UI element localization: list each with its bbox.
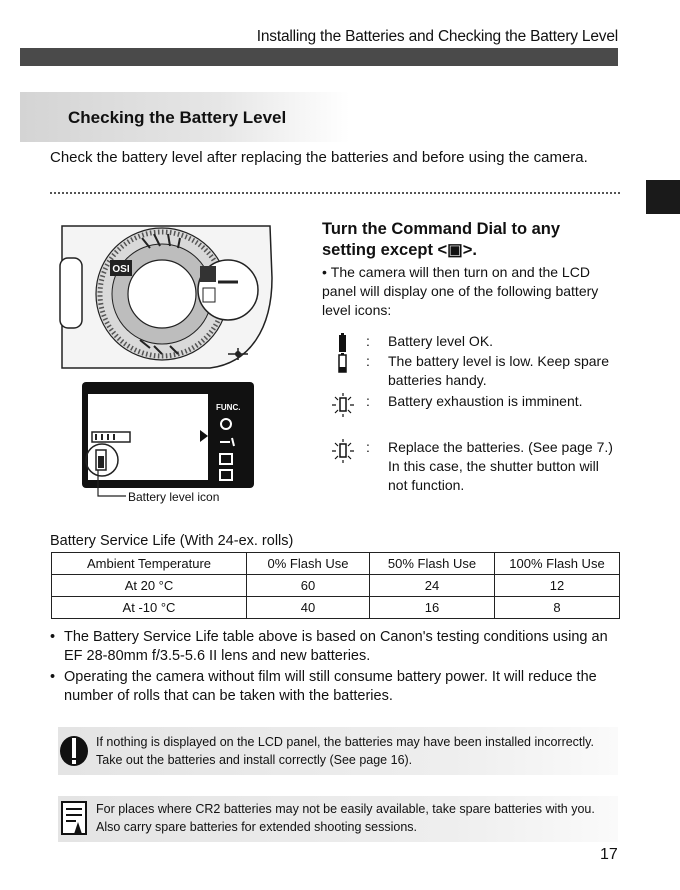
dial-mode-label: OSI	[112, 264, 130, 275]
step-bullet-text: The camera will then turn on and the LCD panel will display one of the following battery level icons:	[322, 264, 599, 318]
memo-text: For places where CR2 batteries may not be easily available, take spare batteries with you. Also carry spare batteries for extended shooting sessions.	[96, 802, 595, 834]
battery-level-row-4	[330, 438, 630, 498]
bullet-dot: •	[322, 264, 331, 280]
battery-level-desc: Battery exhaustion is imminent.	[388, 393, 583, 409]
service-life-table	[51, 552, 620, 619]
step-bullet	[322, 263, 622, 320]
table-header-cell: Ambient Temperature	[52, 553, 247, 575]
table-cell: 40	[247, 597, 370, 619]
table-row	[52, 597, 620, 619]
icon-colon: :	[366, 439, 370, 455]
icon-colon: :	[366, 353, 370, 369]
command-dial-illustration	[50, 218, 280, 376]
table-row	[52, 575, 620, 597]
step-title	[322, 219, 622, 261]
table-cell: At -10 °C	[52, 597, 247, 619]
caution-icon	[58, 734, 90, 768]
page-number: 17	[600, 846, 618, 863]
header-bar	[20, 48, 618, 66]
battery-blinking-icon	[330, 392, 356, 418]
table-cell: 60	[247, 575, 370, 597]
dotted-divider	[50, 192, 620, 194]
step-title-line1: Turn the Command Dial to any	[322, 220, 561, 238]
warning-text: If nothing is displayed on the LCD panel, the batteries may have been installed incorrectly. Take out the batteries and install correctly (See page 16).	[96, 735, 594, 767]
memo-icon	[60, 800, 88, 836]
table-cell: 8	[495, 597, 620, 619]
table-cell: 12	[495, 575, 620, 597]
intro-text: Check the battery level after replacing the batteries and before using the camera.	[50, 149, 588, 166]
battery-level-row-1	[330, 332, 630, 354]
chapter-tab	[646, 180, 680, 214]
table-header-cell: 50% Flash Use	[370, 553, 495, 575]
note-item: • Operating the camera without film will still consume battery power. It will reduce the number of rolls that can be taken with the batteries.	[50, 668, 625, 706]
table-cell: 24	[370, 575, 495, 597]
section-title: Checking the Battery Level	[68, 108, 287, 127]
table-cell: 16	[370, 597, 495, 619]
table-header-row	[52, 553, 620, 575]
service-life-title: Battery Service Life (With 24-ex. rolls)	[50, 533, 294, 549]
table-cell: At 20 °C	[52, 575, 247, 597]
note-item: • The Battery Service Life table above is based on Canon's testing conditions using an EF 28-80mm f/3.5-5.6 II lens and new batteries.	[50, 628, 625, 666]
battery-level-row-3	[330, 392, 630, 432]
page-header-title: Installing the Batteries and Checking the Battery Level	[256, 28, 618, 45]
battery-level-desc: The battery level is low. Keep spare batteries handy.	[388, 353, 610, 388]
table-header-cell: 100% Flash Use	[495, 553, 620, 575]
battery-blinking-icon	[330, 438, 356, 464]
lcd-func-label: FUNC.	[216, 403, 241, 412]
battery-level-desc: Battery level OK.	[388, 333, 494, 349]
battery-level-row-2	[330, 352, 630, 392]
step-title-line2: setting except <▣>.	[322, 241, 477, 259]
caption-leader-line	[94, 470, 128, 500]
battery-low-icon	[330, 352, 356, 378]
icon-colon: :	[366, 333, 370, 349]
battery-icon-caption: Battery level icon	[128, 490, 220, 504]
icon-colon: :	[366, 393, 370, 409]
notes-list	[50, 628, 625, 708]
table-header-cell: 0% Flash Use	[247, 553, 370, 575]
battery-level-desc: Replace the batteries. (See page 7.) In this case, the shutter button will not function.	[388, 439, 613, 493]
